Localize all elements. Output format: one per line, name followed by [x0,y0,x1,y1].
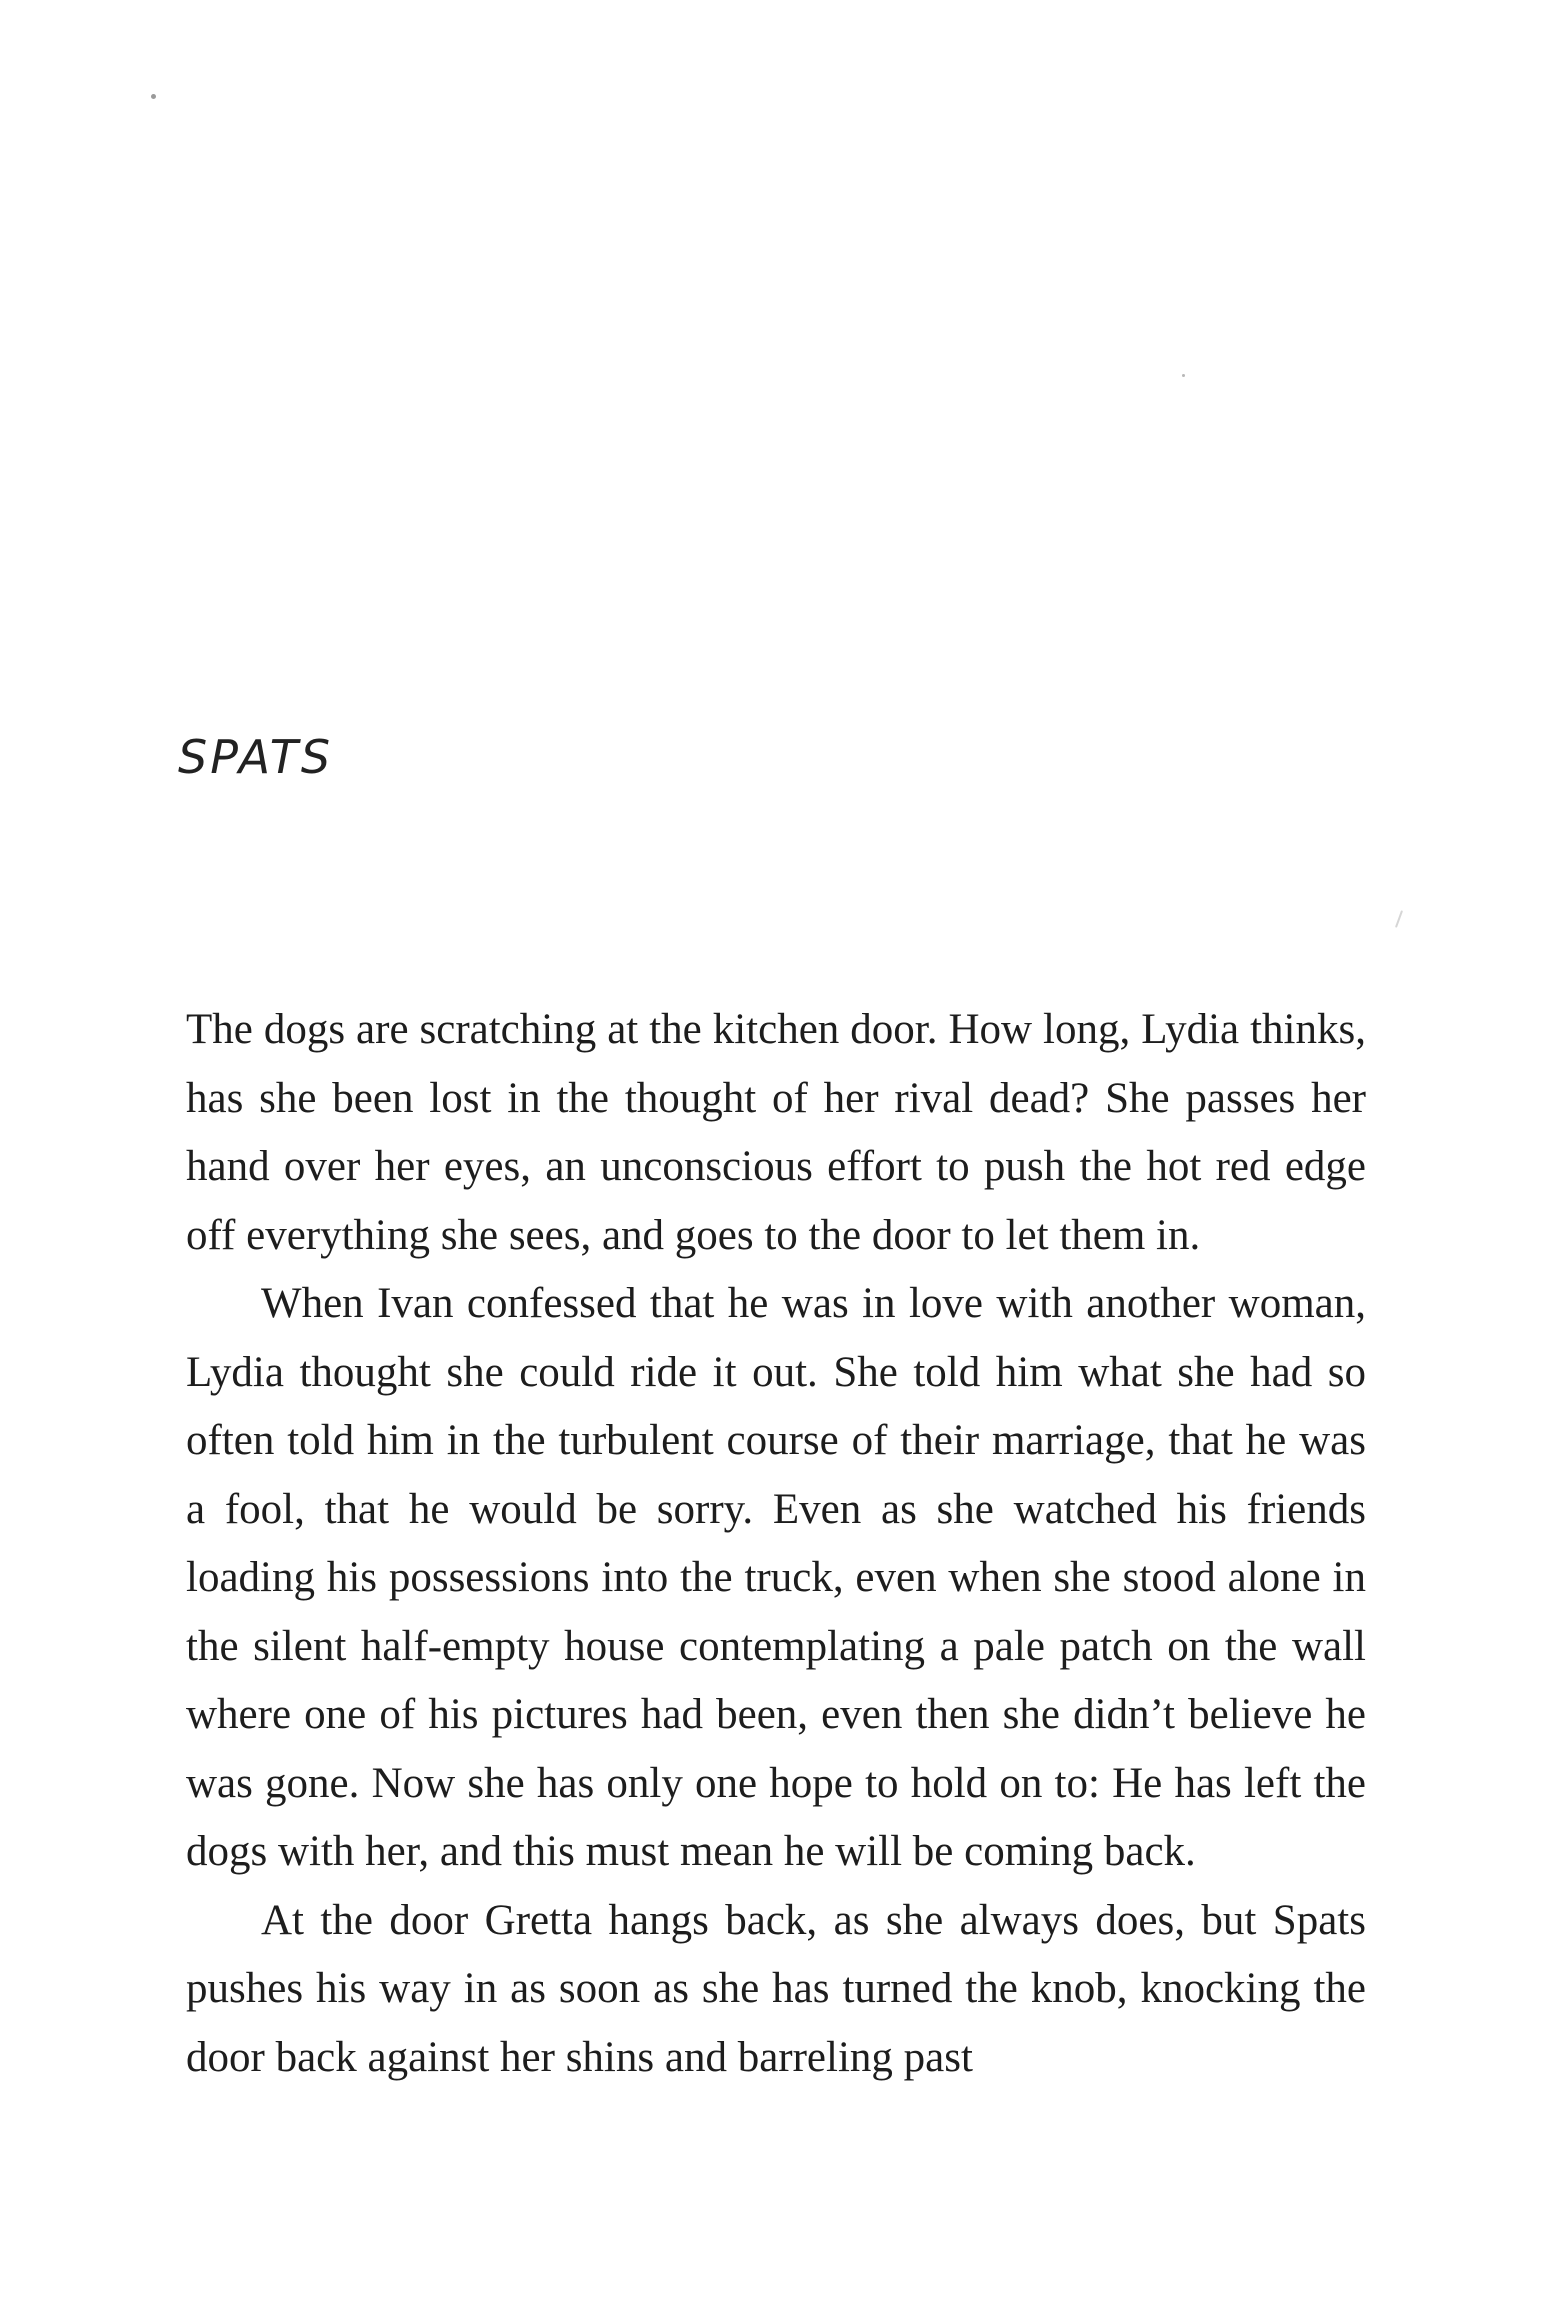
scan-speck [151,94,156,99]
chapter-title: SPATS [178,730,334,784]
paragraph: The dogs are scratching at the kitchen door. How long, Lydia thinks, has she been lost in the thought of her rival dead? She passes her hand over her eyes, an unconscious effort to push the hot red edge off everything she sees, and goes to the door to let them in. [186,1006,1366,1259]
body-text [186,996,1366,2092]
scan-mark [1395,910,1403,928]
paragraph: At the door Gretta hangs back, as she always does, but Spats pushes his way in as soon as she has turned the knob, knocking the door back against her shins and barreling past [186,1896,1366,2081]
scan-speck [1182,374,1185,377]
paragraph: When Ivan confessed that he was in love with another woman, Lydia thought she could ride it out. She told him what she had so often told him in the turbulent course of their marriage, that he was a fool, that he would be sorry. Even as she watched his friends loading his possessions into the truck, even when she stood alone in the silent half-empty house contemplating a pale patch on the wall where one of his pictures had been, even then she didn’t believe he was gone. Now she has only one hope to hold on to: He has left the dogs with her, and this must mean he will be coming back. [186,1280,1366,1875]
